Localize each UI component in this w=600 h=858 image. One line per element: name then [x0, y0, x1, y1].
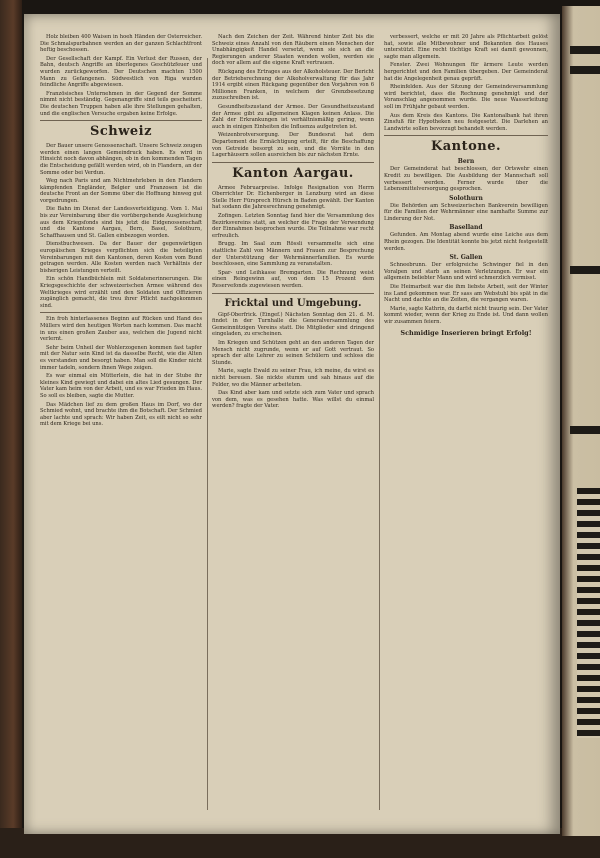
article-paragraph: Dienstbuchwesen. Da der Bauer der gegenwärtigen europäischen Krieges verpflichten sich die beteiligten Vereinbarungen mit den Kantonen, deren Kosten vom Bund getragen werden. Alle Kosten werden nach Verhältnis der bisherigen Leistungen verteilt.: [40, 241, 202, 274]
article-paragraph: Rheinfelden. Aus der Sitzung der Gemeindeversammlung wird berichtet, dass die Rechnung genehmigt und der Voranschlag angenommen wurde. Die neue Wasserleitung soll im Frühjahr gebaut werden.: [384, 84, 548, 110]
column-divider: [207, 58, 208, 810]
article-paragraph: Gefunden. Am Montag abend wurde eine Leiche aus dem Rhein gezogen. Die Identität konnte bis jetzt nicht festgestellt werden.: [384, 232, 548, 252]
section-divider: [384, 135, 548, 136]
article-paragraph: Holz bleiben 400 Waisen in hoeh Händen der Österreicher. Die Schmalspurbahnen werden an der ganzen Schlachtfront heftig beschossen.: [40, 34, 202, 54]
article-paragraph: Gipf-Oberfrick. (Eingef.) Nächsten Sonntag den 21. d. M. findet in der Turnhalle die Generalversammlung des Gemeinnützigen Vereins statt. Die Mitglieder sind dringend eingeladen, zu erscheinen.: [212, 311, 374, 338]
article-paragraph: Weg nach Paris und am Nichtmehrleben in den Flandern kämpfenden Engländer, Belgier und Franzosen ist die deutsche Front an der Somme über die Hoffnung hinweg gut vorgedrungen.: [40, 178, 202, 204]
article-paragraph: Die Heimarbeit war die ihm liebste Arbeit, seit der Winter ins Land gekommen war. Er sass am Webstuhl bis spät in die Nacht und dachte an die Zeiten, die vergangen waren.: [384, 284, 548, 304]
town-heading: St. Gallen: [449, 254, 483, 262]
column-3: [384, 34, 548, 812]
section-heading-kanton-aargau: Kanton Aargau.: [232, 165, 354, 181]
article-paragraph: Im Kriegen und Schützen geht an den anderen Tagen der Mensch nicht zugrunde, wenn er auf Gott vertraut. So sprach der alte Lehrer zu seinen Schülern und schloss die Stunde.: [212, 339, 374, 366]
article-paragraph: Der Bauer unsere Genossenschaft. Unsere Schweiz zeugen werden einen langen Gemeindruck haben. Es wird in Hinsicht noch davon abhängen, ob in den kommenden Tagen die Entscheidung gefällt werden wird, ob in Flandern, an der Somme oder bei Verdun.: [40, 143, 202, 176]
article-paragraph: Der Gesellschaft der Kampf. Ein Verlust der Russen, der Bahn, deutsch Angriffe an überlegenes Geschützfeuer und wurden zurückgeworfen. Der Deutschen machten 1500 Mann zu Gefangenen. Südwestlich von Riga wurden feindliche Angriffe abgewiesen.: [40, 55, 202, 89]
column-2: [212, 34, 374, 812]
article-paragraph: Aus dem Kreis des Kantons. Die Kantonalbank hat ihren Zinsfuß für Hypotheken neu festgesetzt. Die Darlehen an Landwirte sollen bevorzugt behandelt werden.: [384, 112, 548, 132]
section-heading-kantone: Kantone.: [430, 139, 502, 155]
article-paragraph: Nach den Zeichen der Zeit. Während hinter Zeit bis die Schweiz eines Anzahl von den Räubern einen Menschen der Unabhängigkeit Handel versetzt, wenn sie sich an die Regierungen anderer Staaten wenden wollen, werden sie doch vor allem auf die eigene Kraft vertrauen.: [212, 34, 374, 67]
column-divider: [379, 58, 380, 810]
text-fragment: [570, 426, 600, 434]
section-divider: [212, 293, 374, 294]
adjacent-page-advertisement: [577, 488, 600, 738]
article-paragraph: Weizenbrotversorgung. Der Bundesrat hat dem Departement die Ermächtigung erteilt, für die Beschaffung von Getreide besorgt zu sein, und die Vorräte in den Lagerhäusern sollen ausreichen bis zur nächsten Ernte.: [212, 132, 374, 159]
text-fragment: [570, 46, 600, 54]
article-paragraph: Marie, sagte Kathrin, du darfst nicht traurig sein. Der Vater kommt wieder, wenn der Krieg zu Ende ist. Und dann wollen wir zusammen feiern.: [384, 305, 548, 325]
column-1: [40, 34, 202, 812]
article-paragraph: Fenster. Zwei Wohnungen für ärmere Leute werden hergerichtet und den Familien übergeben. Der Gemeinderat hat die Angelegenheit genau geprüft.: [384, 62, 548, 82]
article-paragraph: Ein schön Handbüchlein mit Soldatenerinnerungen. Die Kriegsgeschichte der schweizerischen Armee während des Weltkrieges wird erzählt und den Soldaten und Offizieren zugänglich gemacht, die treu ihrer Pflicht nachgekommen sind.: [40, 276, 202, 309]
advertising-slogan: Schmidige Inserieren bringt Erfolg!: [400, 328, 532, 337]
article-paragraph: Brugg. Im Saal zum Rössli versammelte sich eine stattliche Zahl von Männern und Frauen zur Besprechung der Unterstützung der Wehrmännerfamilien. Es wurde beschlossen, eine Sammlung zu veranstalten.: [212, 241, 374, 268]
text-fragment: [570, 266, 600, 274]
section-divider: [212, 162, 374, 163]
subsection-heading-fricktal: Fricktal und Umgebung.: [224, 297, 362, 309]
article-paragraph: Rückgang des Ertrages aus der Alkoholsteuer. Der Bericht der Betriebsrechnung der Alkoholverwaltung für das Jahr 1914 ergibt einen Rückgang gegenüber den Vorjahren von 6 Millionen Franken, in welchem der Grenzbesetzung zuzuschreiben ist.: [212, 68, 374, 102]
town-heading: Baselland: [449, 224, 483, 232]
article-paragraph: Sehr beim Unheil der Wohlerzogenen kommen fast tapfer mit der Natur sein Kind ist da dasselbe Recht, wie die Alten es verstanden und besorgt haben. Man soll die Kinder nicht immer tadeln, sondern ihnen Wege zeigen.: [40, 344, 202, 371]
notice-paragraph: Spar- und Leihkasse Bremgarten. Die Rechnung weist einen Reingewinn auf, von dem 15 Prozent dem Reservefonds zugewiesen werden.: [212, 269, 374, 289]
article-paragraph: Das Mädchen lief zu dem großen Haus im Dorf, wo der Schmied wohnt, und brachte ihm die Botschaft. Der Schmied aber lachte und sprach: Wir haben Zeit, es eilt nicht so sehr mit dem Kriege bei uns.: [40, 401, 202, 428]
newspaper-page: [24, 14, 560, 834]
article-paragraph: Die Behörden am Schweizerischen Bankverein bewilligen für die Familien der Wehrmänner eine namhafte Summe zur Linderung der Not.: [384, 202, 548, 222]
article-paragraph: Die Bahn im Dienst der Landesverteidigung. Vom 1. Mai bis zur Vereinbarung über die vorübergehende Ausgleichung aus dem Kriegsfonds sind bis jetzt die Eidgenossenschaft und die Kantone Aargau, Bern, Basel, Solothurn, Schaffhausen und St. Gallen einbezogen worden.: [40, 206, 202, 239]
article-paragraph: Marie, sagte Ewald zu seiner Frau, ich meine, du wirst es nicht bereuen. Sie nickte stumm und sah hinaus auf die Felder, wo die Männer arbeiteten.: [212, 368, 374, 388]
town-heading: Bern: [457, 158, 475, 166]
article-paragraph: Französisches Unternehmen in der Gegend der Somme nimmt nicht beständig. Gegenangriffe sind teils gescheitert. Die deutschen Truppen haben alle ihre Stellungen gehalten, und die englischen Versuche ergaben keine Erfolge.: [40, 90, 202, 117]
article-paragraph: Gesundheitszustand der Armee. Der Gesundheitszustand der Armee gibt zu allgemeinen Klagen keinen Anlass. Die Zahl der Erkrankungen ist verhältnismäßig gering, wenn auch in einigen Einheiten die Influenza aufgetreten ist.: [212, 103, 374, 130]
article-paragraph: Armee Februarpreise. Infolge Resignation von Herrn Oberrichter Dr. Eichenberger in Lenzburg wird an diese Stelle Herr Fürsprech Hürsch in Baden gewählt. Der Kanton hat sodann die Jahresrechnung genehmigt.: [212, 184, 374, 211]
article-paragraph: Schneebrunn. Der erfolgreiche Schwinger fiel in den Voralpen und starb an seinen Verletzungen. Er war ein allgemein beliebter Mann und wird schmerzlich vermisst.: [384, 262, 548, 282]
town-heading: Solothurn: [449, 194, 483, 202]
article-paragraph: verbessert, welche er mit 20 Jahre als Pflichtarbeit gelöst hat, sowie alle Mitbewohner und Bekannten des Hauses unterstützt. Eine recht tüchtige Kraft sei damit gewonnen, sagte man allgemein.: [384, 34, 548, 60]
article-paragraph: Ein froh hinterlassenes Beginn auf Rücken und Hand des Müllers wird den heutigen Worten nach kommen. Das macht in uns einen großen Zauber aus, welchen die Jugend nicht verlernt.: [40, 316, 202, 343]
article-paragraph: Es war einmal ein Mütterlein, die hat in der Stube ihr kleines Kind gewiegt und dabei ein altes Lied gesungen. Der Vater kam heim von der Arbeit, und es war Frieden im Haus. So soll es bleiben, sagte die Mutter.: [40, 373, 202, 399]
section-divider: [40, 120, 202, 121]
book-spine: [0, 0, 22, 858]
text-fragment: [570, 66, 600, 74]
article-paragraph: Der Gemeinderat hat beschlossen, der Ortswehr einen Kredit zu bewilligen. Die Ausbildung der Mannschaft soll verbessert werden. Ferner wurde über die Lebensmittelversorgung gesprochen.: [384, 166, 548, 193]
article-paragraph: Das Kind aber kam und setzte sich zum Vater und sprach von dem, was es gesehen hatte. Was willst du einmal werden? fragte der Vater.: [212, 390, 374, 410]
section-heading-schweiz: Schweiz: [89, 124, 153, 140]
section-divider: [40, 312, 202, 313]
article-paragraph: Zofingen. Letzten Sonntag fand hier die Versammlung des Bezirksvereins statt, an welcher die Frage der Verwendung der Einnahmen besprochen wurde. Die Teilnahme war recht erfreulich.: [212, 213, 374, 239]
